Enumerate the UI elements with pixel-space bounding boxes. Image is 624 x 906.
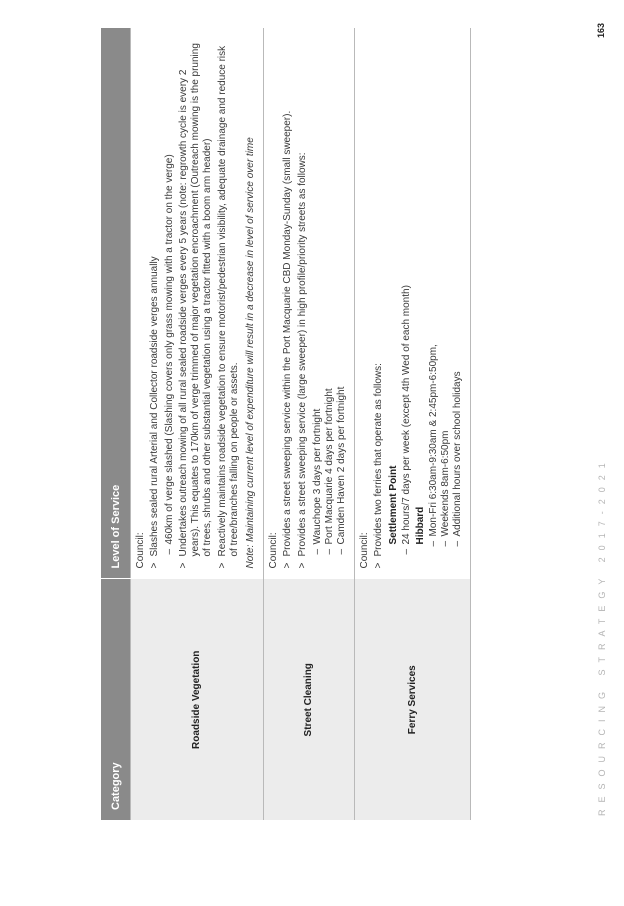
service-bullet: > Provides a street sweeping service within the Port Macquarie CBD Monday-Sunday (small sweeper).: [282, 38, 294, 569]
service-sub-bullet: – Additional hours over school holidays: [452, 38, 464, 569]
service-sub-bullet: – Weekends 8am-6:50pm: [440, 38, 452, 569]
ferry-name: Hibbard: [415, 506, 426, 545]
footer-document-title: RESOURCING STRATEGY 2017-2021: [597, 456, 607, 816]
table-row: [264, 28, 355, 820]
council-label: Council:: [359, 532, 370, 569]
service-sub-bullet: – Camden Haven 2 days per fortnight: [336, 38, 348, 569]
service-bullet: > Undertakes outreach mowing of all rural sealed roadside verges every 5 years (note: regrowth cycle is every 2 years). This equates to 170km of verge trimmed of major vegetation encroachment (Outreach mowing is the pruning of trees, shrubs and other substantial vegetation using a tractor fitted with a boom arm header): [178, 38, 214, 569]
table-row: [355, 28, 471, 820]
ferry-name: Settlement Point: [388, 465, 399, 545]
table-header: [101, 28, 131, 820]
service-sub-bullet: – Mon-Fri 6:30am-9:30am & 2:45pm-6:50pm,: [428, 38, 440, 569]
service-bullet: > Provides two ferries that operate as follows:: [373, 38, 385, 569]
service-note: Note: Maintaining current level of expenditure will result in a decrease in level of service over time: [245, 137, 256, 569]
service-sub-bullet: – Wauchope 3 days per fortnight: [312, 38, 324, 569]
council-label: Council:: [135, 532, 146, 569]
service-cell: [264, 28, 355, 579]
category-cell: Street Cleaning: [264, 579, 355, 820]
service-sub-bullet: – 24 hours/7 days per week (except 4th Wed of each month): [401, 38, 413, 569]
header-level-of-service: Level of Service: [101, 28, 131, 579]
category-cell: Roadside Vegetation: [131, 579, 264, 820]
service-cell: [355, 28, 471, 579]
page-number: 163: [596, 22, 606, 38]
service-bullet: > Slashes sealed rural Arterial and Collector roadside verges annually: [149, 38, 161, 569]
service-cell: [131, 28, 264, 579]
council-label: Council:: [268, 532, 279, 569]
category-cell: Ferry Services: [355, 579, 471, 820]
level-of-service-table: [101, 28, 471, 820]
service-sub-bullet: – 460km of verge slashed (Slashing covers only grass mowing with a tractor on the verge): [164, 38, 176, 569]
header-category: Category: [101, 579, 131, 820]
service-bullet: > Provides a street sweeping service (large sweeper) in high profile/priority streets as follows:: [297, 38, 309, 569]
service-bullet: > Reactively maintains roadside vegetation to ensure motorist/pedestrian visibility, adequate drainage and reduce risk of tree/branches falling on people or assets.: [217, 38, 241, 569]
table-row: [131, 28, 264, 820]
service-sub-bullet: – Port Macquarie 4 days per fortnight: [324, 38, 336, 569]
